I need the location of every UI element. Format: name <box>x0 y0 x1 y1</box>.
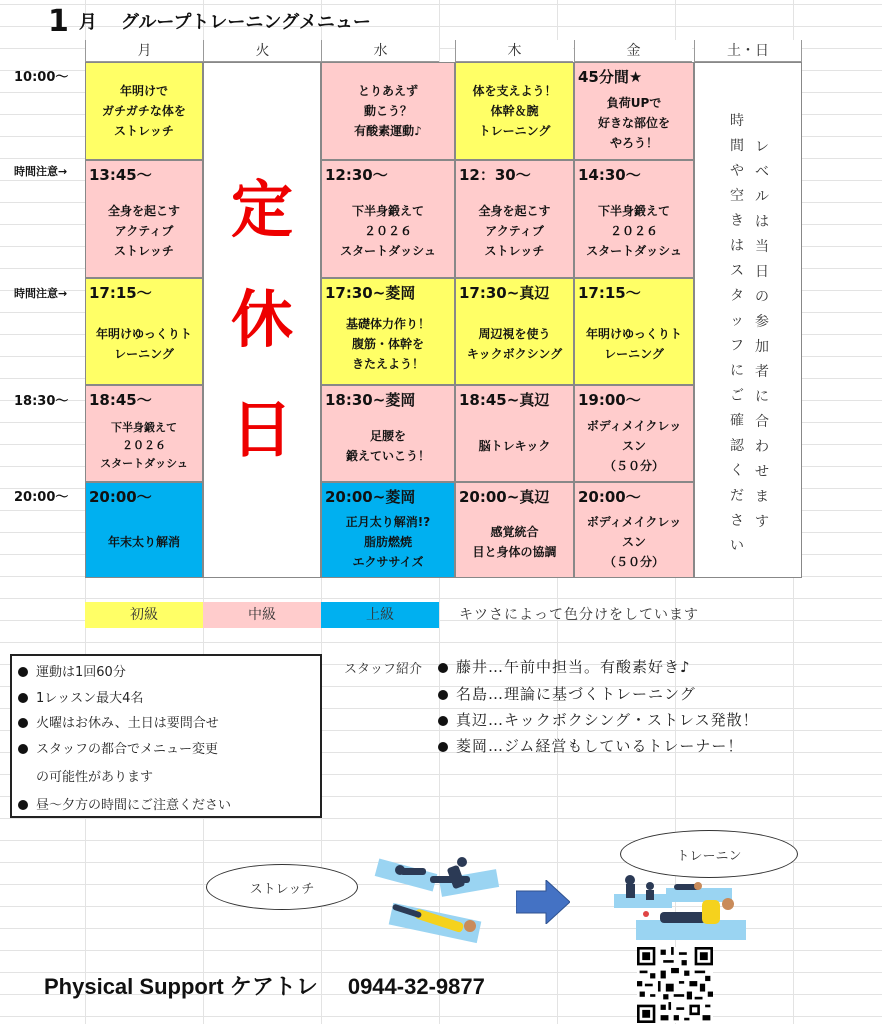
row-label-5: 20:00〜 <box>14 490 69 505</box>
holiday-char: 日 <box>230 393 293 466</box>
day-header-weekend: 土・日 <box>694 40 802 62</box>
class-time: 19:00〜 <box>578 391 641 409</box>
class-time: 14:30〜 <box>578 166 641 184</box>
staff-item: 菱岡…ジム経営もしているトレーナー！ <box>438 735 743 756</box>
training-illustration <box>610 870 750 942</box>
class-time: 13:45〜 <box>89 166 152 184</box>
class-cell-thu-5[interactable] <box>455 482 574 578</box>
class-time: 45分間★ <box>578 68 643 86</box>
class-cell-wed-5[interactable] <box>321 482 455 578</box>
class-cell-mon-3[interactable] <box>85 278 203 385</box>
row-label-3: 時間注意→ <box>14 287 68 300</box>
class-description: 基礎体力作り！ 腹筋・体幹を きたえよう！ <box>345 316 430 371</box>
class-cell-fri-1[interactable] <box>574 62 694 160</box>
class-cell-fri-3[interactable] <box>574 278 694 385</box>
class-cell-fri-5[interactable] <box>574 482 694 578</box>
class-description: 年末太り解消 <box>107 535 180 549</box>
class-cell-wed-3[interactable] <box>321 278 455 385</box>
row-label-1: 10:00〜 <box>14 70 69 85</box>
class-time: 18:45〜 <box>89 391 152 409</box>
class-cell-mon-5[interactable] <box>85 482 203 578</box>
class-time: 17:15〜 <box>578 284 641 302</box>
class-description: 負荷UPで 好きな部位を やろう！ <box>597 96 670 150</box>
class-cell-mon-2[interactable] <box>85 160 203 278</box>
class-description: 足腰を 鍛えていこう！ <box>345 428 430 463</box>
row-label-4: 18:30〜 <box>14 394 69 409</box>
class-description: 全身を起こす アクティブ ストレッチ <box>478 204 551 258</box>
bullet-icon <box>438 690 448 700</box>
month-label: 月 <box>78 12 97 33</box>
legend-advanced: 上級 <box>321 602 439 628</box>
class-time: 20:00〜 <box>89 488 152 506</box>
class-description: 感覚統合 目と身体の協調 <box>472 525 557 559</box>
class-time: 12：30〜 <box>459 166 531 184</box>
class-description: 下半身鍛えて ２０２６ スタートダッシュ <box>340 204 436 258</box>
class-time: 18:45~真辺 <box>459 391 550 409</box>
holiday-char: 休 <box>230 283 293 356</box>
holiday-char: 定 <box>230 173 293 246</box>
class-time: 12:30〜 <box>325 166 388 184</box>
class-cell-fri-4[interactable] <box>574 385 694 482</box>
class-description: 全身を起こす アクティブ ストレッチ <box>107 204 180 258</box>
class-time: 17:15〜 <box>89 284 152 302</box>
class-description: 下半身鍛えて ２０２６ スタートダッシュ <box>100 420 188 470</box>
class-cell-wed-2[interactable] <box>321 160 455 278</box>
info-item: 運動は1回60分 <box>18 661 126 680</box>
day-header-mon: 月 <box>85 40 203 62</box>
right-arrow-icon <box>516 880 570 924</box>
legend-note: キツさによって色分けをしています <box>459 607 699 623</box>
info-item: の可能性があります <box>36 770 154 785</box>
info-item: スタッフの都合でメニュー変更 <box>18 738 218 757</box>
class-cell-mon-4[interactable] <box>85 385 203 482</box>
legend-beginner: 初級 <box>85 602 203 628</box>
class-cell-wed-4[interactable] <box>321 385 455 482</box>
phone-number[interactable]: 0944-32-9877 <box>347 974 485 999</box>
class-time: 18:30~菱岡 <box>325 391 416 409</box>
class-description: 正月太り解消!? 脂肪燃焼 エクササイズ <box>345 515 431 569</box>
month-number: 1 <box>48 4 69 39</box>
class-cell-thu-3[interactable] <box>455 278 574 385</box>
class-description: 年明けゆっくりト レーニング <box>96 326 192 361</box>
menu-title: グループトレーニングメニュー <box>120 12 371 33</box>
class-description: ボディメイクレッ スン （５０分） <box>586 418 682 473</box>
class-time: 17:30~真辺 <box>459 284 550 302</box>
class-cell-thu-4[interactable] <box>455 385 574 482</box>
class-time: 20:00〜 <box>578 488 641 506</box>
weekend-note-level: レベルは当日の参加者に合わせます <box>755 139 769 530</box>
bullet-icon <box>18 744 28 754</box>
class-cell-fri-2[interactable] <box>574 160 694 278</box>
bullet-icon <box>438 663 448 673</box>
day-header-wed: 水 <box>321 40 439 62</box>
class-description: 下半身鍛えて ２０２６ スタートダッシュ <box>586 204 682 258</box>
info-item: 1レッスン最大4名 <box>18 687 143 706</box>
class-cell-mon-1[interactable] <box>85 62 203 160</box>
yoga-mat-icon <box>375 859 499 944</box>
class-time: 20:00~真辺 <box>459 488 550 506</box>
class-description: ボディメイクレッ スン （５０分） <box>586 515 682 569</box>
class-description: 周辺視を使う キックボクシング <box>466 326 563 361</box>
qr-code-icon <box>637 947 713 1023</box>
legend-intermediate: 中級 <box>203 602 321 628</box>
speech-bubble-training: トレーニン <box>620 830 798 878</box>
weekend-column <box>694 62 802 578</box>
business-name: Physical Support ケアトレ <box>44 974 318 999</box>
class-time: 17:30~菱岡 <box>325 284 416 302</box>
day-header-tue: 火 <box>203 40 321 62</box>
class-description: 体を支えよう！ 体幹＆腕 トレーニング <box>472 84 557 138</box>
class-cell-thu-1[interactable] <box>455 62 574 160</box>
bullet-icon <box>18 667 28 677</box>
bullet-icon <box>18 693 28 703</box>
staff-item: 真辺…キックボクシング・ストレス発散！ <box>438 709 759 730</box>
bullet-icon <box>438 716 448 726</box>
tuesday-holiday <box>203 62 321 578</box>
footer-contact <box>44 970 485 1001</box>
staff-item: 藤井…午前中担当。有酸素好き♪ <box>438 656 691 677</box>
weekend-note-staff: 時間や空きはスタッフにご確認ください <box>730 113 744 554</box>
speech-bubble-stretch: ストレッチ <box>206 864 358 910</box>
staff-item: 名島…理論に基づくトレーニング <box>438 683 696 704</box>
class-description: 年明けゆっくりト レーニング <box>586 326 682 361</box>
info-item: 火曜はお休み、土日は要問合せ <box>18 712 219 731</box>
bullet-icon <box>18 800 28 810</box>
bullet-icon <box>438 742 448 752</box>
class-time: 20:00~菱岡 <box>325 488 416 506</box>
class-cell-wed-1[interactable] <box>321 62 455 160</box>
row-label-2: 時間注意→ <box>14 165 68 178</box>
class-cell-thu-2[interactable] <box>455 160 574 278</box>
class-description: 脳トレキック <box>478 438 551 453</box>
staff-heading: スタッフ紹介 <box>344 662 423 677</box>
day-header-thu: 木 <box>455 40 573 62</box>
bullet-icon <box>18 718 28 728</box>
info-box <box>10 654 322 818</box>
stretch-illustration <box>370 850 510 950</box>
class-description: とりあえず 動こう？ 有酸素運動♪ <box>354 84 422 138</box>
page-title <box>48 4 371 39</box>
class-description: 年明けで ガチガチな体を ストレッチ <box>102 84 186 138</box>
info-item: 昼〜夕方の時間にご注意ください <box>18 794 231 813</box>
day-header-fri: 金 <box>574 40 692 62</box>
